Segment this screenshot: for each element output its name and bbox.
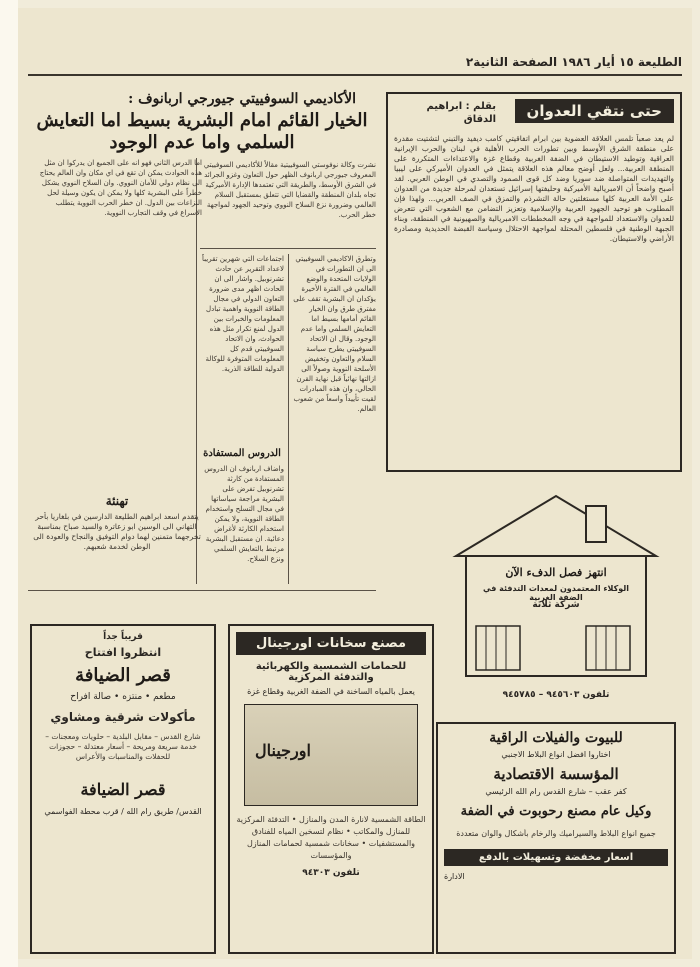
feature-kicker: الأكاديمي السوفييتي جيورجي اربانوف : [128, 91, 356, 107]
heater-line1: للحمامات الشمسية والكهربائية والتدفئة المركزية [255, 661, 407, 683]
heater-ad [228, 624, 434, 954]
restaurant-menu: مأكولات شرقية ومشاوي [50, 710, 196, 724]
restaurant-tagline: مطعم • منتزه • صالة افراح [70, 692, 176, 702]
feature-title: الخيار القائم امام البشرية بسيط اما التعايش السلمي واما عدم الوجود [36, 110, 368, 153]
tiles-ad [436, 722, 676, 954]
restaurant-ad [30, 624, 216, 954]
tiles-details: جميع انواع البلاط والسيراميك والرخام بأشكال والوان متعددة [456, 829, 656, 838]
tiles-prices: اسعار مخفضة وتسهيلات بالدفع [444, 849, 668, 866]
heating-sub: الوكلاء المعتمدون لمعدات التدفئة في الضفة الغربية [483, 584, 629, 602]
congrats-box [32, 494, 202, 584]
heater-features: الطاقة الشمسية لانارة المدن والمنازل • التدفئة المركزية للمنازل والمكاتب • نظام لتسخين المياه للفنادق والمستشفيات • سخانات شمسية لحمامات المنازل والمؤسسات [236, 815, 426, 860]
newspaper-page [18, 8, 692, 959]
feature-headline [28, 90, 376, 156]
heater-brand: اورجينال [255, 741, 311, 760]
editorial-header [484, 98, 674, 124]
feature-column-1: وتطرق الاكاديمي السوفييتي الى ان التطورات في الولايات المتحدة والوضع العالمي في الفترة الأخيرة يؤكدان ان البشرية تقف على مفترق طرق وان الخيار القائم أمامها بسيط اما التعايش السلمي واما عدم الوجود. وقال ان الاتحاد السوفييتي يطرح سياسة السلام والتعاون وتخفيض الأسلحة النووية وصولاً الى ازالتها نهائياً قبل نهاية القرن الحالي، وان هذه المبادرات لقيت تأييداً واسعاً من شعوب العالم. [293, 255, 376, 413]
heater-line2: يعمل بالمياه الساخنة في الضفة الغربية وقطاع غزة [247, 687, 415, 696]
restaurant-line1: انتظروا افتتاح [84, 646, 162, 659]
masthead-page-number: ٢ [465, 55, 474, 69]
heater-photo [244, 704, 418, 806]
feature-subhead: الدروس المستفادة [203, 448, 281, 459]
feature-intro: نشرت وكالة نوفوستي السوفييتية مقالاً للأكاديمي السوفييتي المعروف جيورجي اربانوف الظهر حول التعاون وغزو الجرائد في الشرق الأوسط، والطريقة التي تعتمدها الإدارة الأميركية تجاه بلدان المنطقة والقضايا التي تتعلق بمستقبل السلام العالمي وضرورة نزع السلاح النووي وتوحيد الجهود لمواجهة خطر الحرب. [203, 161, 376, 219]
tiles-footer: الادارة [444, 872, 465, 881]
heater-name: مصنع سخانات اورجينال [236, 632, 426, 655]
feature-column-2b: واضاف اربانوف ان الدروس المستفادة من كارثة تشرنوبيل تفرض على البشرية مراجعة سياساتها في مجال التسلح واستخدام الطاقة النووية، ولا يمكن استخدام الكارثة لأغراض دعائية. ان مستقبل البشرية مرتبط بالتعايش السلمي ونزع السلاح. [204, 465, 284, 563]
restaurant-address: القدس/ طريق رام الله / قرب محطة الفواسمي [44, 807, 202, 816]
masthead-title: الطليعة ١٥ أيار ١٩٨٦ الصفحة الثانية [473, 55, 682, 69]
restaurant-details: شارع القدس – مقابل البلدية – حلويات ومعجنات – خدمة سريعة ومريحة – أسعار معتدلة – حجوزات للحفلات والمناسبات والأعراس [45, 732, 201, 761]
congrats-title: تهنئة [105, 494, 129, 508]
restaurant-name: قصر الضيافة [75, 665, 171, 686]
masthead [28, 50, 682, 76]
heating-ad [436, 486, 676, 736]
heating-headline: انتهز فصل الدفء الآن [505, 566, 607, 579]
heater-phone: تلفون ٩٤٣٠٣ [302, 868, 360, 878]
feature-column-2: اجتماعات التي شهرين تقريباً لاعداد التقرير عن حادث تشرنوبيل. واشار الى ان الحادث اظهر مدى ضرورة التعاون الدولي في مجال الطاقة النووية واهمية تبادل المعلومات والخبرات بين الدول لمنع تكرار مثل هذه الحوادث، وان الاتحاد السوفييتي قدم كل المعلومات المتوفرة للوكالة الدولية للطاقة الذرية. [202, 255, 284, 373]
congrats-body: يتقدم اسعد ابراهيم الطليعة الدارسين في بلغاريا بأحر التهاني الى الوسين ابو زعاترة والسيد صباح بمناسبة تخرجهما متمنين لهما دوام التوفيق والنجاح والعودة الى الوطن لخدمة شعبهم. [33, 512, 201, 551]
page-gutter [0, 0, 18, 967]
tiles-address: كفر عقب – شارع القدس رام الله الرئيسي [485, 787, 627, 796]
tiles-title: للبيوت والفيلات الراقية [489, 730, 623, 746]
feature-column-3: اما الدرس الثاني فهو انه على الجميع ان يدركوا ان مثل هذه الحوادث يمكن ان تقع في اي مكان وان العالم يحتاج الى نظام دولي للأمان النووي. وان السلاح النووي يشكل خطراً على البشرية كلها ولا يمكن ان يكون وسيلة لحل النزاعات بين الدول. ان خطر الحرب النووية يتطلب الاسراع في وقف التجارب النووية. [39, 159, 202, 217]
editorial-box [386, 92, 682, 472]
restaurant-top: قريباً جداً [103, 632, 143, 642]
editorial-body: لم يعد صعباً تلمس العلاقة العضوية بين ابرام اتفاقيتي كامب ديفيد والتبني لتشتيت مقدرة على منطقة الشرق الأوسط وبين تطورات الحرب الأهلية في لبنان والحرب الإيرانية العراقية وتوطيد الاستيطان في الضفة الغربية وقطاع غزة والاعتداءات المتكررة على المنطقة العربية... ولعل أوضح معالم هذه العلاقة يتمثل في العدوان الأميركي على ليبيا والتهديدات المتواصلة ضد سوريا وضد كل قوى الصمود والتصدي في الوطن العربي. لقد أصبح واضحاً أن الامبريالية الأميركية وحليفتها إسرائيل تستعدان لمرحلة جديدة من العدوان على الأمة العربية كلها مستغلتين حالة التشرذم والتمزق في الصف العربي... ولهذا فإن المطلوب هو توحيد الجهود العربية والإسلامية وتعزيز التضامن مع الشعوب التي تتعرض للعدوان والاستعداد للمواجهة في وجه المخططات الامبريالية والصهيونية في المنطقة، وبناء الجبهة الوطنية في فلسطين المحتلة لمواجهة الاحتلال وسياسة القبضة الحديدية ومصادرة الأراضي والاستيطان. [394, 134, 674, 243]
editorial-byline: بقلم : ابراهيم الدقاق [426, 101, 496, 125]
tiles-agent: وكيل عام مصنع رحوبوت في الضفة [460, 804, 652, 819]
restaurant-name-2: قصر الضيافة [80, 780, 166, 799]
tiles-company: المؤسسة الاقتصادية [493, 765, 619, 783]
heating-phones: تلفون ٩٤٥٦٠٣ – ٩٤٥٧٨٥ [502, 690, 610, 700]
heating-company: شركة ثلاثة [532, 600, 580, 610]
editorial-title: حتى نتقي العدوان [515, 99, 674, 123]
tiles-sub: اختاروا افضل انواع البلاط الاجنبي [501, 750, 611, 759]
